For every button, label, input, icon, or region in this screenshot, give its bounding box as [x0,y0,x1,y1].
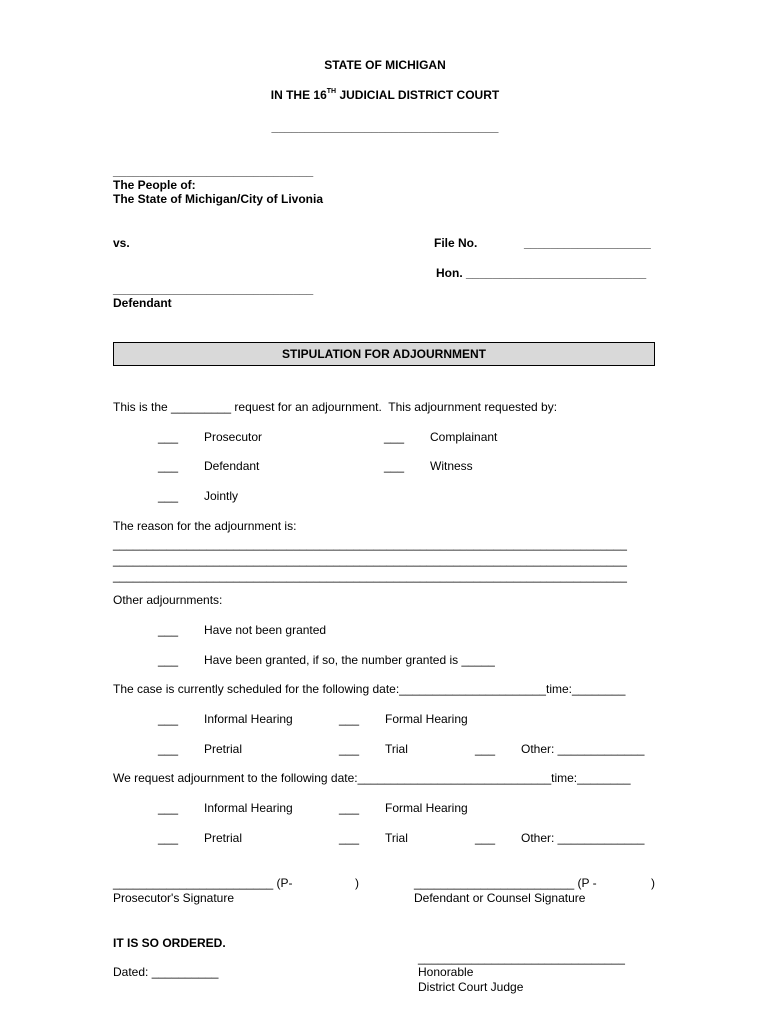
defendant-signature-line[interactable]: ________________________ (P - [414,876,597,890]
file-no-field[interactable]: ___________________ [524,236,651,250]
prosecutor-checkbox[interactable]: ___ [158,430,179,444]
req-formal-label: Formal Hearing [385,801,468,815]
district-judge-label: District Court Judge [418,980,524,994]
form-title: STIPULATION FOR ADJOURNMENT [113,342,655,366]
sched-pretrial-label: Pretrial [204,742,243,756]
court-heading: IN THE 16TH JUDICIAL DISTRICT COURT [270,88,500,102]
reason-label: The reason for the adjournment is: [113,519,297,533]
req-pretrial-label: Pretrial [204,831,243,845]
defendant-option-label: Defendant [204,459,260,473]
sched-trial-label: Trial [385,742,408,756]
other-adjournments-label: Other adjournments: [113,593,223,607]
defendant-checkbox[interactable]: ___ [158,459,179,473]
not-granted-label: Have not been granted [204,623,327,637]
req-other-checkbox[interactable]: ___ [475,831,496,845]
prosecutor-signature-label: Prosecutor's Signature [113,891,235,905]
granted-label[interactable]: Have been granted, if so, the number granted is _____ [204,653,495,667]
vs-label: vs. [113,236,130,250]
prosecutor-p-close: ) [355,876,359,890]
sched-other-field[interactable]: Other: _____________ [521,742,645,756]
sched-formal-checkbox[interactable]: ___ [339,712,360,726]
req-trial-label: Trial [385,831,408,845]
reason-line-2[interactable]: _____________________________________________________________________________ [113,553,627,567]
sched-other-checkbox[interactable]: ___ [475,742,496,756]
jointly-checkbox[interactable]: ___ [158,489,179,503]
plaintiff-blank-line[interactable]: ______________________________ [113,164,314,178]
honorable-label: Honorable [418,965,474,979]
sched-informal-checkbox[interactable]: ___ [158,712,179,726]
defendant-p-close: ) [651,876,655,890]
req-other-field[interactable]: Other: _____________ [521,831,645,845]
not-granted-checkbox[interactable]: ___ [158,623,179,637]
witness-checkbox[interactable]: ___ [384,459,405,473]
judge-signature-line[interactable]: _______________________________ [418,951,625,965]
witness-label: Witness [430,459,473,473]
req-pretrial-checkbox[interactable]: ___ [158,831,179,845]
req-informal-label: Informal Hearing [204,801,293,815]
court-blank-line[interactable]: __________________________________ [271,120,499,134]
requested-date-line[interactable]: We request adjournment to the following date:_____________________________time:________ [113,771,631,785]
granted-checkbox[interactable]: ___ [158,653,179,667]
sched-pretrial-checkbox[interactable]: ___ [158,742,179,756]
reason-line-3[interactable]: _____________________________________________________________________________ [113,569,627,583]
reason-line-1[interactable]: _____________________________________________________________________________ [113,537,627,551]
request-sentence[interactable]: This is the _________ request for an adjournment. This adjournment requested by: [113,400,558,414]
file-no-label: File No. [434,236,478,250]
people-of-label: The People of: [113,178,196,192]
req-trial-checkbox[interactable]: ___ [339,831,360,845]
req-informal-checkbox[interactable]: ___ [158,801,179,815]
complainant-label: Complainant [430,430,498,444]
sched-formal-label: Formal Hearing [385,712,468,726]
state-city-label: The State of Michigan/City of Livonia [113,192,324,206]
complainant-checkbox[interactable]: ___ [384,430,405,444]
jointly-label: Jointly [204,489,239,503]
defendant-blank-line[interactable]: ______________________________ [113,282,314,296]
judge-name-field[interactable]: Hon. ___________________________ [436,266,647,280]
prosecutor-label: Prosecutor [204,430,263,444]
req-formal-checkbox[interactable]: ___ [339,801,360,815]
state-heading: STATE OF MICHIGAN [324,58,446,72]
ordinal-suffix: TH [326,88,337,95]
sched-trial-checkbox[interactable]: ___ [339,742,360,756]
dated-field[interactable]: Dated: __________ [113,965,219,979]
so-ordered-heading: IT IS SO ORDERED. [113,936,226,950]
prosecutor-signature-line[interactable]: ________________________ (P- [113,876,293,890]
sched-informal-label: Informal Hearing [204,712,293,726]
defendant-signature-label: Defendant or Counsel Signature [414,891,586,905]
scheduled-date-line[interactable]: The case is currently scheduled for the following date:______________________time:________ [113,682,626,696]
defendant-label: Defendant [113,296,172,310]
